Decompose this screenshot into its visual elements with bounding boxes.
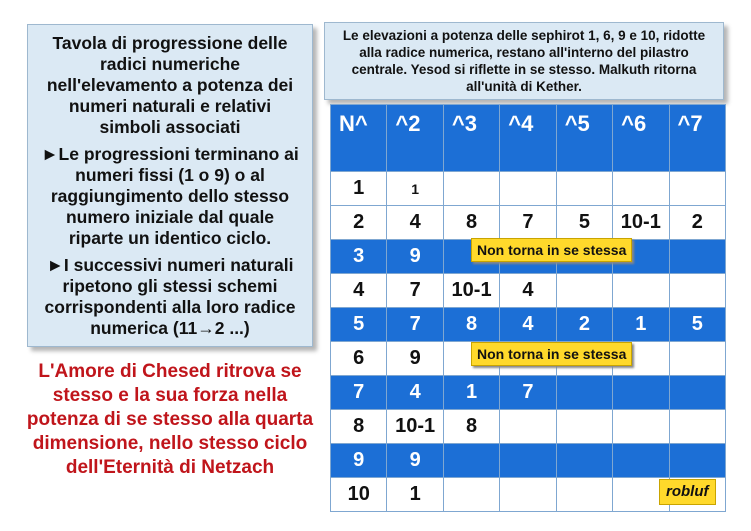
header-cell: ^3 [443,105,499,172]
table-cell: 7 [331,376,387,410]
table-cell: 4 [387,376,443,410]
table-cell: 1 [331,172,387,206]
table-cell: 7 [387,308,443,342]
table-cell: 8 [331,410,387,444]
header-cell: ^2 [387,105,443,172]
table-row [331,274,726,308]
table-row [331,444,726,478]
power-progression-table [330,104,726,512]
table-cell: 10 [331,478,387,512]
table-cell [556,274,612,308]
table-cell: 8 [443,206,499,240]
table-cell [613,376,669,410]
table-cell: 4 [387,206,443,240]
table-cell [669,240,725,274]
table-cell: 5 [556,206,612,240]
table-cell [613,274,669,308]
table-cell: 1 [443,376,499,410]
table-cell [556,376,612,410]
table-cell [556,478,612,512]
non-returning-note: Non torna in se stessa [471,238,632,262]
non-returning-note: Non torna in se stessa [471,342,632,366]
table-cell: 1 [387,478,443,512]
table-cell: 2 [556,308,612,342]
table-cell: 2 [331,206,387,240]
table-cell: 7 [387,274,443,308]
header-cell: N^ [331,105,387,172]
sephirot-note-panel: Le elevazioni a potenza delle sephirot 1, 6, 9 e 10, ridotte alla radice numerica, restano all'interno del pilastro centrale. Yesod si riflette in se stesso. Malkuth ritorna all'unità di Kether. [324,22,724,100]
table-cell: 1 [613,308,669,342]
table-cell: 7 [500,376,556,410]
table-cell [613,410,669,444]
table-cell: 1 [387,172,443,206]
table-cell [500,172,556,206]
author-signature: robluf [659,479,716,505]
progression-note: ►Le progressioni terminano ai numeri fissi (1 o 9) o al raggiungimento dello stesso numero iniziale dal quale riparte un identico ciclo. [41,144,299,248]
table-cell [443,444,499,478]
table-cell: 4 [500,274,556,308]
table-cell: 9 [387,342,443,376]
table-cell: 4 [500,308,556,342]
table-row [331,172,726,206]
table-row [331,308,726,342]
table-cell: 9 [331,444,387,478]
table-cell: 10-1 [443,274,499,308]
table-cell: 8 [443,308,499,342]
table-cell [613,444,669,478]
table-cell: 10-1 [387,410,443,444]
table-cell [669,274,725,308]
table-cell: 9 [387,240,443,274]
header-cell: ^4 [500,105,556,172]
table-cell [500,444,556,478]
table-cell: 5 [331,308,387,342]
table-header-row [331,105,726,172]
table-cell [443,172,499,206]
table-cell: 3 [331,240,387,274]
table-cell: 8 [443,410,499,444]
panel-title: Tavola di progressione delle radici numeriche nell'elevamento a potenza dei numeri naturali e relativi simboli associati [46,33,294,137]
natural-numbers-note: ►I successivi numeri naturali ripetono gli stessi schemi corrispondenti alla loro radice numerica (11→2 ...) [44,255,296,338]
table-cell [556,444,612,478]
table-row [331,376,726,410]
table-cell: 10-1 [613,206,669,240]
table-row [331,410,726,444]
table-cell [500,410,556,444]
table-cell [669,410,725,444]
table-cell: 5 [669,308,725,342]
table-cell [500,478,556,512]
table-cell: 4 [331,274,387,308]
table-cell: 2 [669,206,725,240]
table-cell [669,342,725,376]
header-cell: ^6 [613,105,669,172]
header-cell: ^7 [669,105,725,172]
table-cell: 9 [387,444,443,478]
chesed-statement: L'Amore di Chesed ritrova se stesso e la sua forza nella potenza di se stesso alla quarta dimensione, nello stesso ciclo dell'Eternità di Netzach [26,361,314,478]
table-row [331,206,726,240]
table-cell [669,376,725,410]
description-panel [27,24,313,347]
table-cell [669,444,725,478]
table-cell [613,172,669,206]
header-cell: ^5 [556,105,612,172]
table-cell: 7 [500,206,556,240]
table-cell [669,172,725,206]
table-cell [556,410,612,444]
table-cell: 6 [331,342,387,376]
table-cell [443,478,499,512]
table-cell [556,172,612,206]
